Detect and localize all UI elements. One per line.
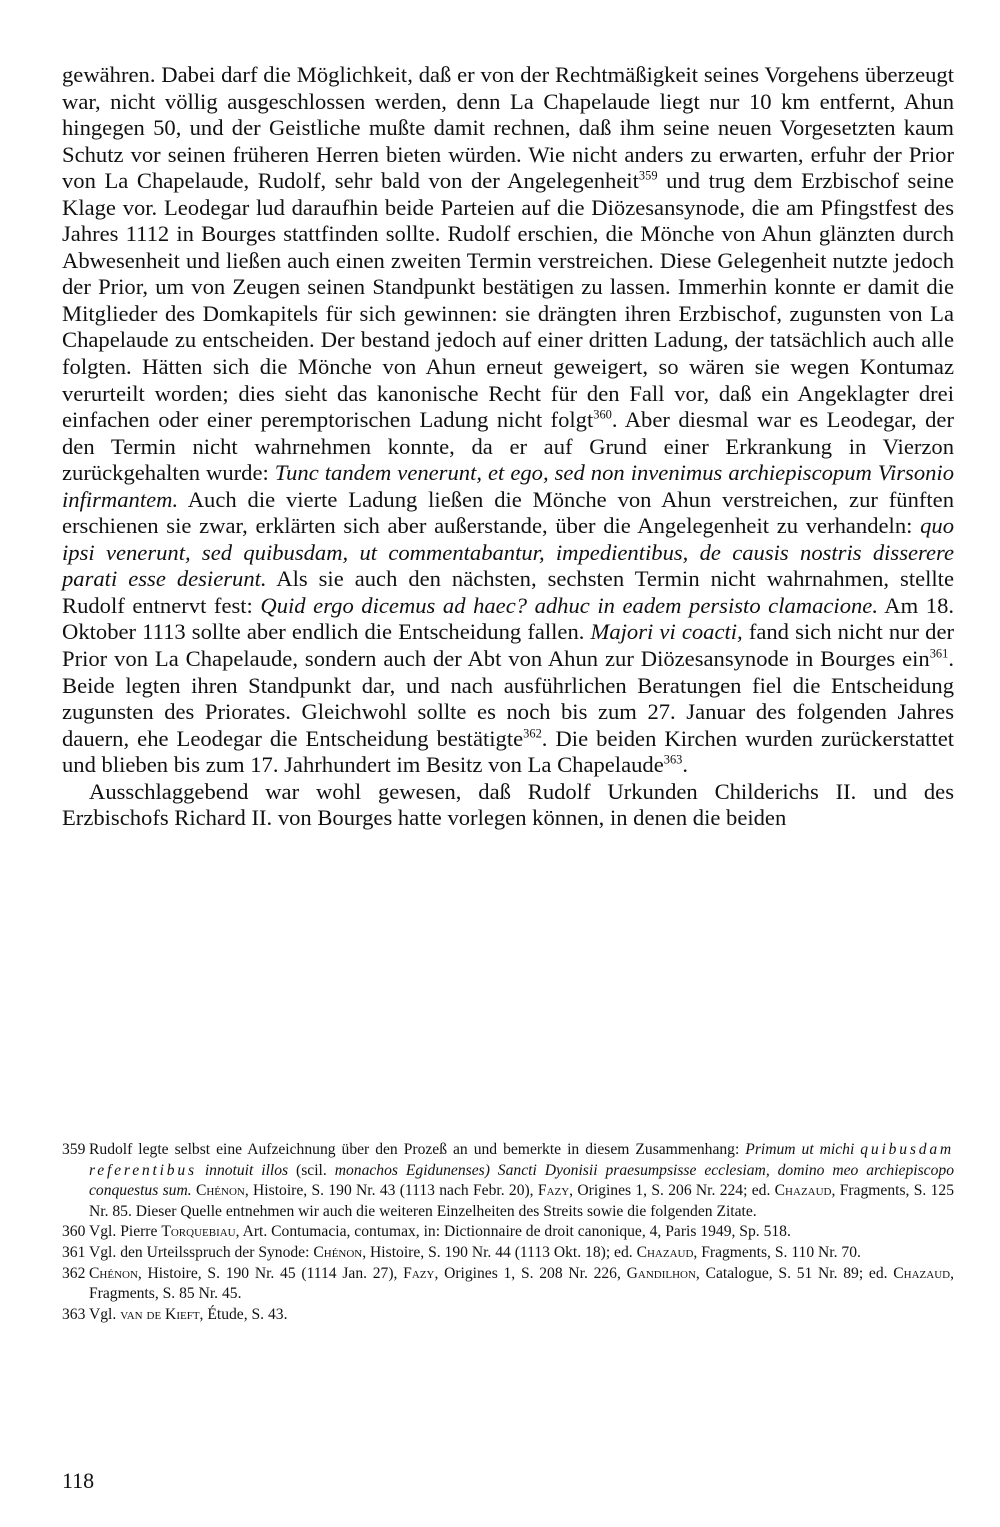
text-run: , Fragments, S. 85 Nr. 45. xyxy=(89,1264,955,1303)
text-run: , Origines 1, S. 208 Nr. 226, xyxy=(434,1264,627,1282)
text-run: , Catalogue, S. 51 Nr. 89; ed. xyxy=(695,1264,894,1282)
text-run: Vgl. Pierre xyxy=(89,1223,162,1241)
author-name: Torquebiau xyxy=(161,1223,236,1241)
footnote-362 xyxy=(62,1264,954,1305)
text-run: , Origines 1, S. 206 Nr. 224; ed. xyxy=(569,1182,775,1200)
latin-quote: quo ipsi venerunt, sed quibusdam, ut commentabantur, impedientibus, de causis nostris disserere parati esse desierunt. xyxy=(62,513,954,592)
footnote-number: 363 xyxy=(62,1305,86,1323)
text-run: Auch die vierte Ladung ließen die Mönche von Ahun verstreichen, zur fünften erschienen sie zwar, erklärten sich aber außerstande, über die Angelegenheit zu verhandeln: xyxy=(62,486,954,539)
footnote-ref: 359 xyxy=(638,168,658,183)
text-run: , Art. Contumacia, contumax, in: Dictionnaire de droit canonique, 4, Paris 1949, Sp. 518. xyxy=(235,1223,791,1241)
text-run: . Beide legten ihren Standpunkt dar, und nach ausführlichen Beratungen fiel die Entscheidung zugunsten des Priorates. Gleichwohl sollte es noch bis zum 27. Januar des folgenden Jahres dauern, ehe Leodegar die Entscheidung bestätigte xyxy=(62,646,954,751)
footnote-number: 359 xyxy=(62,1141,86,1158)
author-name: Chazaud xyxy=(774,1182,832,1200)
latin-quote: Majori vi coacti, xyxy=(590,619,743,645)
footnote-ref: 363 xyxy=(663,752,683,767)
text-run: (scil. xyxy=(288,1161,335,1179)
author-name: Fazy xyxy=(537,1182,570,1200)
text-run: Vgl. den Urteilsspruch der Synode: xyxy=(89,1243,314,1261)
page-number: 118 xyxy=(62,1468,95,1493)
latin-quote: innotuit illos xyxy=(196,1161,289,1179)
author-name: van de Kieft xyxy=(120,1305,200,1323)
text-run: , Fragments, S. 125 Nr. 85. Dieser Quelle entnehmen wir auch die weiteren Einzelheiten des Streits sowie die folgenden Zitate. xyxy=(89,1182,954,1220)
latin-quote: monachos Egidunenses) Sancti Dyonisii praesumpsisse ecclesiam, domino meo archiepiscopo conquestus sum. xyxy=(89,1161,954,1200)
text-run: Vgl. xyxy=(89,1305,121,1323)
latin-quote: Primum ut michi xyxy=(745,1141,861,1158)
author-name: Chénon xyxy=(313,1243,363,1261)
text-run: fand sich nicht nur der Prior von La Chapelaude, sondern auch der Abt von Ahun zur Diözesansynode in Bourges ein xyxy=(62,619,954,672)
footnote-number: 360 xyxy=(62,1223,86,1241)
footnote-363 xyxy=(62,1305,954,1326)
footnote-361 xyxy=(62,1243,954,1264)
footnote-ref: 361 xyxy=(929,646,949,661)
text-run: Ausschlaggebend war wohl gewesen, daß Rudolf Urkunden Childerichs II. und des Erzbischofs Richard II. von Bourges hatte vorlegen können, in denen die beiden xyxy=(62,778,954,831)
text-run: , Étude, S. 43. xyxy=(199,1305,288,1323)
text-run: , Histoire, S. 190 Nr. 45 (1114 Jan. 27), xyxy=(137,1264,404,1282)
text-run: , Histoire, S. 190 Nr. 44 (1113 Okt. 18); ed. xyxy=(362,1243,637,1261)
text-run: . xyxy=(682,752,689,778)
author-name: Chénon xyxy=(89,1264,138,1282)
text-run: gewähren. Dabei darf die Möglichkeit, daß er von der Rechtmäßigkeit seines Vorgehens überzeugt war, nicht völlig ausgeschlossen werden, denn La Chapelaude liegt nur 10 km entfernt, Ahun hingegen 50, und der Geistliche mußte damit rechnen, daß ihm seine neuen Vorgesetzten kaum Schutz vor seinen früheren Herren bieten würden. Wie nicht anders zu erwarten, erfuhr der Prior von La Chapelaude, Rudolf, sehr bald von der Angelegenheit xyxy=(62,62,954,194)
author-name: Gandilhon xyxy=(626,1264,696,1282)
text-run: . Aber diesmal war es Leodegar, der den Termin nicht wahrnehmen konnte, da er auf Grund einer Erkrankung in Vierzon zurückgehalten wurde: xyxy=(62,407,954,486)
latin-quote: Tunc tandem venerunt, et ego, sed non invenimus archiepiscopum Virsonio infirmantem. xyxy=(62,460,954,512)
footnote-number: 362 xyxy=(62,1264,86,1282)
author-name: Chénon xyxy=(195,1182,245,1200)
spaced-latin-quote: quibusdam referentibus xyxy=(89,1141,954,1179)
footnote-ref: 360 xyxy=(593,407,612,422)
body-paragraph-1 xyxy=(62,62,954,779)
footnote-ref: 362 xyxy=(523,726,542,741)
text-run: Am 18. Oktober 1113 sollte aber endlich die Entscheidung fallen. xyxy=(62,592,955,645)
text-run: und trug dem Erzbischof seine Klage vor. Leodegar lud daraufhin beide Parteien auf die Diözesansynode, die am Pfingstfest des Jahres 1112 in Bourges stattfinden sollte. Rudolf erschien, die Mönche von Ahun glänzten durch Abwesenheit und ließen auch einen zweiten Termin verstreichen. Diese Gelegenheit nutzte jedoch der Prior, um von Zeugen seinen Standpunkt bestätigen zu lassen. Immerhin konnte er damit die Mitglieder des Domkapitels für sich gewinnen: sie drängten ihren Erzbischof, zugunsten von La Chapelaude zu entscheiden. Der bestand jedoch auf einer dritten Ladung, der tatsächlich auch alle folgten. Hätten sich die Mönche von Ahun erneut geweigert, so wären sie wegen Kontumaz verurteilt worden; dies sieht das kanonische Recht für den Fall vor, daß ein Angeklagter drei einfachen oder einer peremptorischen Ladung nicht folgt xyxy=(62,168,954,433)
text-run: Als sie auch den nächsten, sechsten Termin nicht wahrnahmen, stellte Rudolf entnervt fest: xyxy=(62,566,954,618)
body-paragraph-2 xyxy=(62,779,954,832)
text-run: , Fragments, S. 110 Nr. 70. xyxy=(693,1243,861,1261)
author-name: Chazaud xyxy=(636,1243,694,1261)
footnote-number: 361 xyxy=(62,1243,86,1261)
text-run: , Histoire, S. 190 Nr. 43 (1113 nach Febr. 20), xyxy=(244,1182,538,1200)
latin-quote: Quid ergo dicemus ad haec? adhuc in eadem persisto clamacione. xyxy=(260,592,878,618)
author-name: Chazaud xyxy=(893,1264,951,1282)
page-body xyxy=(62,62,954,832)
text-run: Rudolf legte selbst eine Aufzeichnung über den Prozeß an und bemerkte in diesem Zusammenhang: xyxy=(89,1141,746,1158)
footnote-360 xyxy=(62,1222,954,1243)
text-run: . Die beiden Kirchen wurden zurückerstattet und blieben bis zum 17. Jahrhundert im Besitz von La Chapelaude xyxy=(62,725,955,778)
footnotes xyxy=(62,1140,954,1325)
footnote-359 xyxy=(62,1140,954,1222)
author-name: Fazy xyxy=(403,1264,435,1282)
